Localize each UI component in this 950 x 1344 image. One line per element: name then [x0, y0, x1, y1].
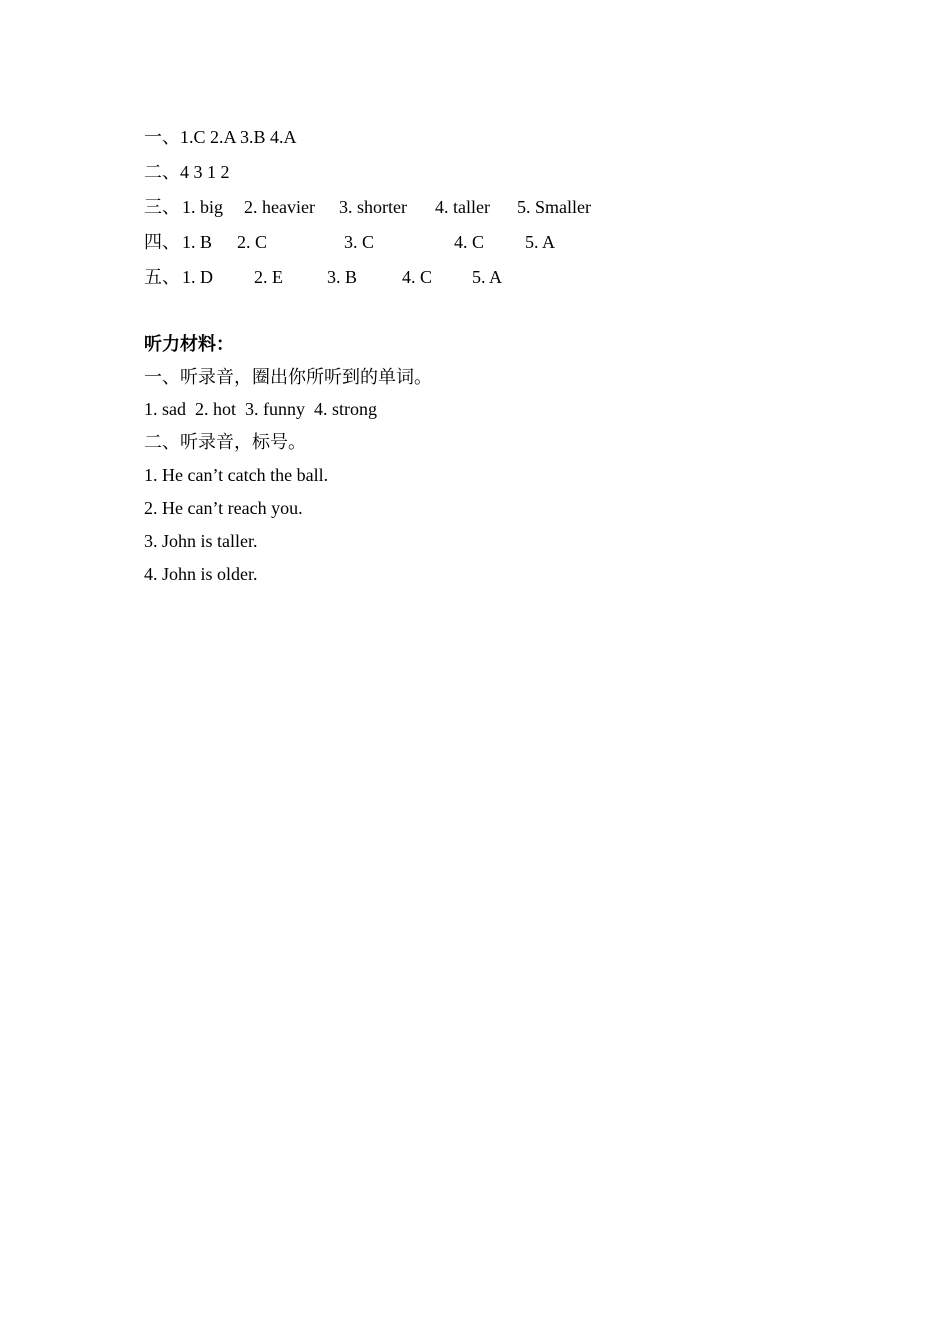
- answer-line-4-item: 5. A: [525, 232, 556, 252]
- answer-line-5-item: 2. E: [254, 267, 283, 287]
- answer-line-3-item: 1. big: [182, 197, 224, 217]
- answer-line-5-item: 5. A: [472, 267, 503, 287]
- answer-line-4-item: 2. C: [237, 232, 268, 252]
- answer-line-3-item: 3. shorter: [339, 197, 407, 217]
- listening-sentence: 1. He can’t catch the ball.: [144, 465, 329, 485]
- answer-line-5-item: 4. C: [402, 267, 433, 287]
- answer-line-4-item: 1. B: [182, 232, 213, 252]
- answer-line-4: [144, 230, 644, 254]
- answer-line-5: [144, 265, 644, 289]
- answer-line-5-item: 3. B: [327, 267, 358, 287]
- answer-line-3: [144, 195, 644, 219]
- listening-part1-words: 1. sad 2. hot 3. funny 4. strong: [144, 399, 377, 419]
- listening-heading: 听力材料：: [144, 334, 234, 354]
- answer-line-3-item: 5. Smaller: [517, 197, 591, 217]
- answer-line-3-item: 4. taller: [435, 197, 490, 217]
- answer-line-5-prefix: 五、: [144, 267, 180, 287]
- listening-part1-instruction: 一、听录音，圈出你所听到的单词。: [144, 367, 432, 387]
- answer-line-4-item: 3. C: [344, 232, 375, 252]
- listening-part2-instruction: 二、听录音，标号。: [144, 432, 306, 452]
- answer-line-3-prefix: 三、: [144, 197, 180, 217]
- answer-line-4-item: 4. C: [454, 232, 485, 252]
- answer-line-2: 二、4 3 1 2: [144, 162, 230, 182]
- listening-sentence: 2. He can’t reach you.: [144, 498, 303, 518]
- answer-line-1: 一、1.C 2.A 3.B 4.A: [144, 127, 297, 147]
- answer-line-4-prefix: 四、: [144, 232, 180, 252]
- listening-sentence: 4. John is older.: [144, 564, 258, 584]
- listening-sentence: 3. John is taller.: [144, 531, 258, 551]
- answer-line-3-item: 2. heavier: [244, 197, 315, 217]
- answer-line-5-item: 1. D: [182, 267, 213, 287]
